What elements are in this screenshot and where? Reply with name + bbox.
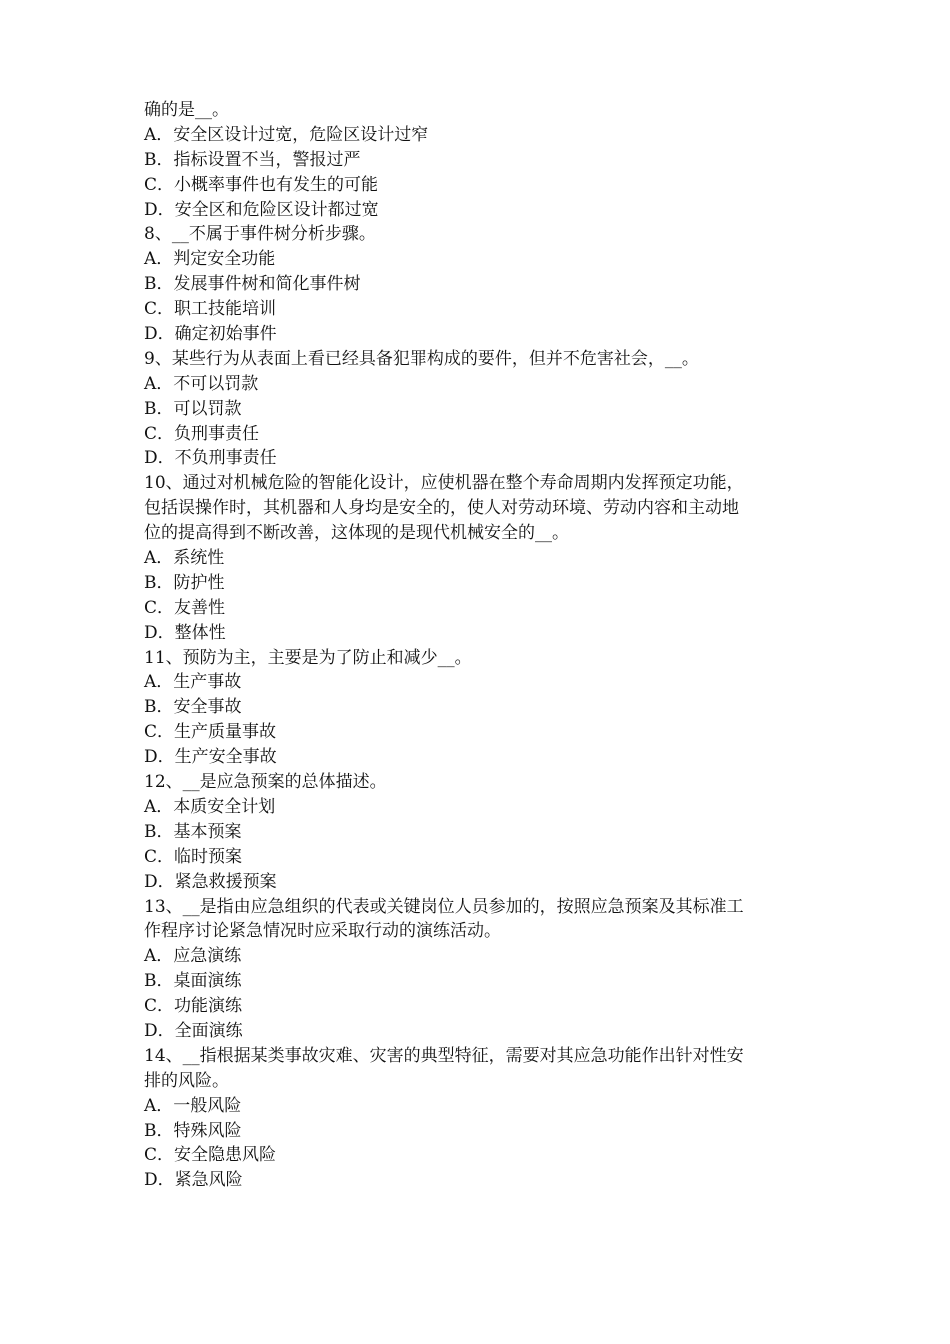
question-10-stem-line2: 包括误操作时，其机器和人身均是安全的，使人对劳动环境、劳动内容和主动地 [144, 498, 739, 519]
q10-option-b: B．防护性 [144, 572, 225, 593]
question-12-stem: 12、__是应急预案的总体描述。 [144, 772, 387, 793]
q13-option-b: B．桌面演练 [144, 971, 242, 992]
q7-option-a: A．安全区设计过宽，危险区设计过窄 [144, 124, 429, 145]
q7-option-c: C．小概率事件也有发生的可能 [144, 174, 379, 195]
q10-option-c: C．友善性 [144, 597, 226, 618]
q13-option-c: C．功能演练 [144, 996, 243, 1017]
q10-option-d: D．整体性 [144, 622, 226, 643]
question-14-stem-line2: 排的风险。 [144, 1070, 229, 1091]
q12-option-d: D．紧急救援预案 [144, 871, 277, 892]
q8-option-c: C．职工技能培训 [144, 299, 277, 320]
q8-option-b: B．发展事件树和简化事件树 [144, 274, 361, 295]
q7-option-b: B．指标设置不当，警报过严 [144, 149, 361, 170]
q8-option-d: D．确定初始事件 [144, 324, 277, 345]
q9-option-a: A．不可以罚款 [144, 373, 259, 394]
q9-option-b: B．可以罚款 [144, 398, 242, 419]
q8-option-a: A．判定安全功能 [144, 249, 276, 270]
q12-option-a: A．本质安全计划 [144, 796, 276, 817]
q11-option-b: B．安全事故 [144, 697, 242, 718]
question-14-stem-line1: 14、__指根据某类事故灾难、灾害的典型特征，需要对其应急功能作出针对性安 [144, 1045, 744, 1066]
q13-option-d: D．全面演练 [144, 1020, 243, 1041]
q11-option-d: D．生产安全事故 [144, 747, 277, 768]
q10-option-a: A．系统性 [144, 548, 225, 569]
q12-option-c: C．临时预案 [144, 846, 243, 867]
q11-option-c: C．生产质量事故 [144, 722, 277, 743]
question-9-stem: 9、某些行为从表面上看已经具备犯罪构成的要件，但并不危害社会，__。 [144, 348, 699, 369]
q14-option-d: D．紧急风险 [144, 1170, 243, 1191]
q9-option-d: D．不负刑事责任 [144, 448, 277, 469]
question-10-stem-line3: 位的提高得到不断改善，这体现的是现代机械安全的__。 [144, 523, 569, 544]
question-8-stem: 8、__不属于事件树分析步骤。 [144, 224, 376, 245]
question-11-stem: 11、预防为主，主要是为了防止和减少__。 [144, 647, 472, 668]
question-10-stem-line1: 10、通过对机械危险的智能化设计，应使机器在整个寿命周期内发挥预定功能， [144, 473, 744, 494]
document-body [144, 98, 814, 1193]
question-7-stem-continued: 确的是__。 [144, 100, 229, 120]
q14-option-a: A．一般风险 [144, 1095, 242, 1116]
q14-option-c: C．安全隐患风险 [144, 1145, 277, 1166]
q12-option-b: B．基本预案 [144, 821, 242, 842]
q7-option-d: D．安全区和危险区设计都过宽 [144, 199, 379, 220]
question-13-stem-line2: 作程序讨论紧急情况时应采取行动的演练活动。 [144, 921, 501, 942]
q9-option-c: C．负刑事责任 [144, 423, 260, 444]
q14-option-b: B．特殊风险 [144, 1120, 242, 1141]
question-13-stem-line1: 13、__是指由应急组织的代表或关键岗位人员参加的，按照应急预案及其标准工 [144, 896, 744, 917]
q13-option-a: A．应急演练 [144, 946, 242, 967]
q11-option-a: A．生产事故 [144, 672, 242, 693]
